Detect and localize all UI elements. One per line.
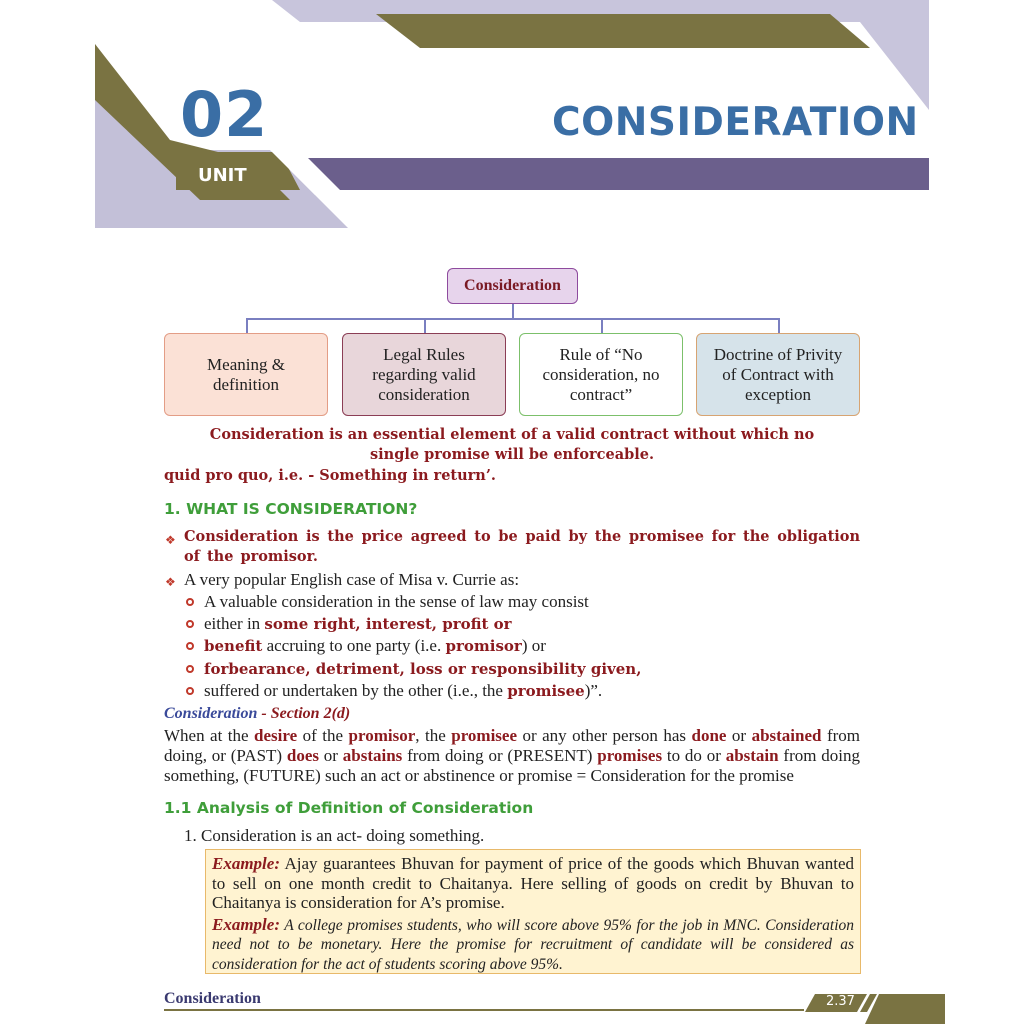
header-olive-band xyxy=(376,14,870,48)
diagram-node-privity xyxy=(696,333,860,416)
bullet-misa-currie: A very popular English case of Misa v. Currie as: xyxy=(184,570,520,589)
sub-bullet-5 xyxy=(204,680,602,702)
circle-bullet-icon xyxy=(186,620,194,628)
unit-label: UNIT xyxy=(198,165,247,186)
circle-bullet-icon xyxy=(186,687,194,695)
diagram-node-label: Meaning & definition xyxy=(207,354,285,394)
section-1-heading: 1. WHAT IS CONSIDERATION? xyxy=(164,500,418,518)
sub-bullet-2 xyxy=(204,613,512,635)
circle-bullet-icon xyxy=(186,598,194,606)
sub-bullet-3 xyxy=(204,635,546,657)
page-number: 2.37 xyxy=(826,994,855,1009)
text: accruing to one party (i.e. xyxy=(262,636,446,655)
bullet-price-definition: Consideration is the price agreed to be paid by the promisee for the obligation of the promisor. xyxy=(184,528,860,565)
diagram-node-label: Doctrine of Privity of Contract with exception xyxy=(713,344,843,404)
analysis-item-1: 1. Consideration is an act- doing something. xyxy=(184,826,485,845)
diagram-connector xyxy=(424,318,426,333)
example-2 xyxy=(212,915,854,975)
intro-line-1: Consideration is an essential element of a valid contract without which no xyxy=(209,426,815,443)
diagram-root-node: Consideration xyxy=(447,268,578,304)
example-text: A college promises students, who will score above 95% for the job in MNC. Consideration need not to be monetary. Here the promise for recruitment of candidate will be considered as consideration for the act of students scoring above 95%. xyxy=(212,916,854,973)
diagram-connector xyxy=(246,318,248,333)
example-box xyxy=(205,849,861,974)
section-1-1-heading: 1.1 Analysis of Definition of Consideration xyxy=(164,799,534,817)
header-purple-bar xyxy=(300,158,929,190)
text: )”. xyxy=(584,681,603,700)
diagram-connector xyxy=(512,304,514,319)
unit-number: 02 xyxy=(180,78,269,151)
text-emphasis: benefit xyxy=(204,637,263,655)
example-label: Example: xyxy=(212,914,280,934)
text: - Section 2(d) xyxy=(257,705,351,722)
diagram-node-label: Legal Rules regarding valid consideration xyxy=(372,344,476,404)
example-label: Example: xyxy=(212,854,280,873)
sub-bullet-4: forbearance, detriment, loss or responsibility given, xyxy=(204,660,642,678)
diagram-connector xyxy=(601,318,603,333)
diamond-bullet-icon: ❖ xyxy=(165,575,176,589)
sub-bullet-1: A valuable consideration in the sense of law may consist xyxy=(204,592,589,611)
quid-pro-quo: quid pro quo, i.e. - Something in return’. xyxy=(164,467,496,484)
diamond-bullet-icon: ❖ xyxy=(165,533,176,547)
example-text: Ajay guarantees Bhuvan for payment of price of the goods which Bhuvan wanted to sell on one month credit to Chaitanya. Here selling of goods on credit by Bhuvan to Chaitanya is consideration for A’s promise. xyxy=(212,854,854,912)
circle-bullet-icon xyxy=(186,665,194,673)
diagram-connector xyxy=(778,318,780,333)
footer-page-tab xyxy=(795,992,945,1024)
text-emphasis: some right, interest, profit or xyxy=(264,615,512,633)
text: suffered or undertaken by the other (i.e., the xyxy=(204,681,508,700)
footer-title: Consideration xyxy=(164,990,261,1007)
text: Consideration xyxy=(164,705,258,722)
footer-rule xyxy=(164,1009,804,1011)
text-emphasis: promisee xyxy=(507,682,585,700)
circle-bullet-icon xyxy=(186,642,194,650)
diagram-node-meaning xyxy=(164,333,328,416)
text-emphasis: promisor xyxy=(445,637,522,655)
definition-paragraph: When at the desire of the promisor, the promisee or any other person has done or abstained from doing, or (PAST) does or abstains from doing or (PRESENT) promises to do or abstain from doing something, (FUTURE) such an act or abstinence or promise = Consideration for the promise xyxy=(164,726,860,785)
diagram-node-legal-rules xyxy=(342,333,506,416)
text: either in xyxy=(204,614,265,633)
diagram-connector xyxy=(246,318,779,320)
intro-line-2: single promise will be enforceable. xyxy=(369,446,655,463)
page-title: CONSIDERATION xyxy=(552,100,919,145)
text: ) or xyxy=(521,636,546,655)
diagram-node-no-consideration xyxy=(519,333,683,416)
section-2d-reference xyxy=(164,705,350,723)
diagram-node-label: Rule of “No consideration, no contract” xyxy=(542,344,660,404)
example-1 xyxy=(212,854,854,913)
